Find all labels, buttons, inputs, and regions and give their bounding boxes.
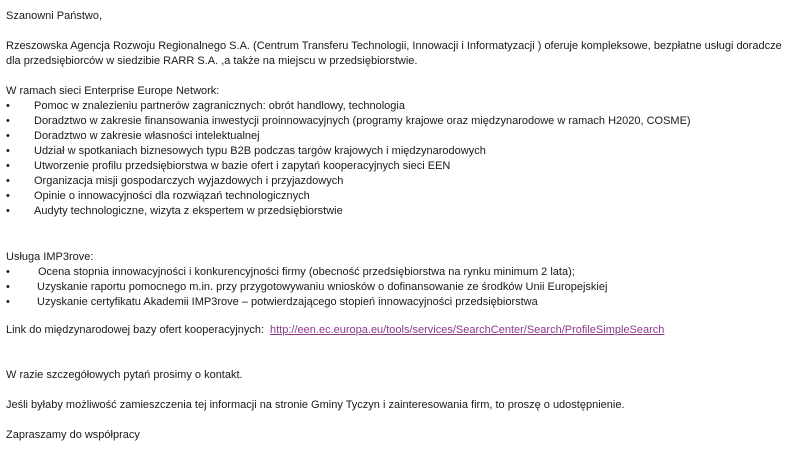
list-item-text: Uzyskanie certyfikatu Akademii IMP3rove – potwierdzającego stopień innowacyjności przedsiębiorstwa xyxy=(37,296,538,308)
list-item-text: Doradztwo w zakresie finansowania inwestycji proinnowacyjnych (programy krajowe oraz międzynarodowe w ramach H2020, COSME) xyxy=(34,115,691,127)
list-item-text: Udział w spotkaniach biznesowych typu B2B podczas targów krajowych i międzynarodowych xyxy=(34,145,486,157)
bullet-icon: • xyxy=(6,296,10,308)
bullet-icon: • xyxy=(6,145,10,157)
greeting: Szanowni Państwo, xyxy=(6,10,102,22)
bullet-icon: • xyxy=(6,115,10,127)
intro-paragraph: Rzeszowska Agencja Rozwoju Regionalnego S.A. (Centrum Transferu Technologii, Innowacji i Informatyzacji ) oferuje kompleksowe, bezpłatne usługi doradcze dla przedsiębiorców w siedzibie RARR S.A. ,a także na miejscu w przedsiębiorstwie. xyxy=(6,40,782,67)
bullet-icon: • xyxy=(6,281,10,293)
cooperation-database-link[interactable]: http://een.ec.europa.eu/tools/services/SearchCenter/Search/ProfileSimpleSearch xyxy=(270,324,665,336)
bullet-icon: • xyxy=(6,160,10,172)
een-heading: W ramach sieci Enterprise Europe Network: xyxy=(6,85,220,97)
publication-request: Jeśli byłaby możliwość zamieszczenia tej informacji na stronie Gminy Tyczyn i zainteresowania firm, to proszę o udostępnienie. xyxy=(6,399,625,411)
imp3rove-heading: Usługa IMP3rove: xyxy=(6,251,94,263)
bullet-icon: • xyxy=(6,130,10,142)
list-item-text: Audyty technologiczne, wizyta z ekspertem w przedsiębiorstwie xyxy=(34,205,343,217)
list-item-text: Doradztwo w zakresie własności intelektualnej xyxy=(34,130,260,142)
list-item-text: Ocena stopnia innowacyjności i konkurencyjności firmy (obecność przedsiębiorstwa na rynku minimum 2 lata); xyxy=(38,266,575,278)
link-label: Link do międzynarodowej bazy ofert kooperacyjnych: xyxy=(6,324,265,336)
list-item-text: Pomoc w znalezieniu partnerów zagranicznych: obrót handlowy, technologia xyxy=(34,100,405,112)
list-item-text: Uzyskanie raportu pomocnego m.in. przy przygotowywaniu wniosków o dofinansowanie ze środków Unii Europejskiej xyxy=(37,281,608,293)
cooperation-database-line xyxy=(6,323,664,338)
closing-line: Zapraszamy do współpracy xyxy=(6,429,140,441)
list-item-text: Organizacja misji gospodarczych wyjazdowych i przyjazdowych xyxy=(34,175,344,187)
bullet-icon: • xyxy=(6,190,10,202)
list-item-text: Opinie o innowacyjności dla rozwiązań technologicznych xyxy=(34,190,310,202)
bullet-icon: • xyxy=(6,175,10,187)
bullet-icon: • xyxy=(6,100,10,112)
bullet-icon: • xyxy=(6,205,10,217)
bullet-icon: • xyxy=(6,266,10,278)
list-item-text: Utworzenie profilu przedsiębiorstwa w bazie ofert i zapytań kooperacyjnych sieci EEN xyxy=(34,160,451,172)
contact-sentence: W razie szczegółowych pytań prosimy o kontakt. xyxy=(6,369,243,381)
